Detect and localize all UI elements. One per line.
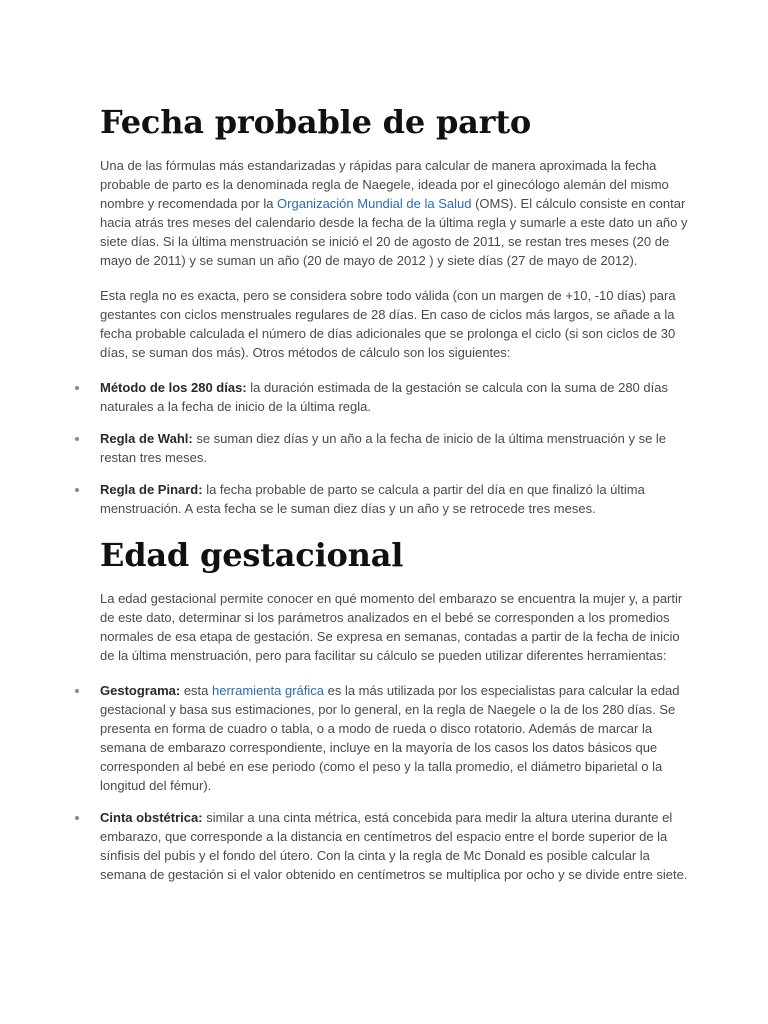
bullet-icon — [75, 689, 79, 693]
paragraph-edad-gestacional: La edad gestacional permite conocer en qué momento del embarazo se encuentra la mujer y, a partir de este dato, determinar si los parámetros analizados en el bebé se corresponden a los promedios normales de esa etapa de gestación. Se expresa en semanas, contadas a partir de la fecha de inicio de la última menstruación, pero para facilitar su cálculo se pueden utilizar diferentes herramientas: — [100, 591, 683, 663]
section-title-edad-gestacional: Edad gestacional — [100, 536, 404, 574]
link-herramienta-grafica[interactable]: herramienta gráfica — [212, 683, 324, 698]
methods-list — [100, 378, 696, 518]
list-item-term: Método de los 280 días: — [100, 380, 247, 395]
list-item-gestograma — [100, 681, 696, 795]
list-item-term: Regla de Pinard: — [100, 482, 203, 497]
list-item-text: es la más utilizada por los especialistas para calcular la edad gestacional y basa sus estimaciones, por lo general, en la regla de Naegele o la de los 280 días. Se presenta en forma de cuadro o tabla, o a modo de rueda o disco rotatorio. Además de marcar la semana de embarazo correspondiente, incluye en la mayoría de los casos los datos básicos que corresponden al bebé en ese periodo (como el peso y la talla promedio, el diámetro biparietal o la longitud del fémur). — [100, 683, 680, 793]
bullet-icon — [75, 437, 79, 441]
list-item-metodo-280 — [100, 378, 696, 416]
paragraph-text: (OMS). El cálculo consiste en contar hacia atrás tres meses del calendario desde la fecha de la última regla y sumarle a este dato un año y siete días. Si la última menstruación se inició el 20 de agosto de 2011, se restan tres meses (20 de mayo de 2011) y se suman un año (20 de mayo de 2012 ) y siete días (27 de mayo de 2012). — [100, 196, 688, 268]
bullet-icon — [75, 816, 79, 820]
list-item-regla-pinard — [100, 480, 696, 518]
paragraph-regla-exacta: Esta regla no es exacta, pero se considera sobre todo válida (con un margen de +10, -10 días) para gestantes con ciclos menstruales regulares de 28 días. En caso de ciclos más largos, se añade a la fecha probable calculada el número de días adicionales que se prolonga el ciclo (si son ciclos de 30 días, se suman dos más). Otros métodos de cálculo son los siguientes: — [100, 288, 676, 360]
link-oms[interactable]: Organización Mundial de la Salud — [277, 196, 472, 211]
list-item-text: la fecha probable de parto se calcula a partir del día en que finalizó la última menstruación. A esta fecha se le suman diez días y un año y se retrocede tres meses. — [100, 482, 645, 516]
list-item-text: la duración estimada de la gestación se calcula con la suma de 280 días naturales a la fecha de inicio de la última regla. — [100, 380, 668, 414]
paragraph-text: Una de las fórmulas más estandarizadas y rápidas para calcular de manera aproximada la fecha probable de parto es la denominada regla de Naegele, ideada por el ginecólogo alemán del mismo nombre y recomendada por la — [100, 158, 669, 211]
document-content — [100, 98, 696, 897]
list-item-regla-wahl — [100, 429, 696, 467]
list-item-term: Gestograma: — [100, 683, 181, 698]
list-item-term: Cinta obstétrica: — [100, 810, 203, 825]
list-item-term: Regla de Wahl: — [100, 431, 193, 446]
tools-list — [100, 681, 696, 884]
list-item-cinta-obstetrica — [100, 808, 696, 884]
section-title-fecha-probable: Fecha probable de parto — [100, 103, 532, 141]
bullet-icon — [75, 386, 79, 390]
list-item-text: esta — [180, 683, 212, 698]
list-item-text: se suman diez días y un año a la fecha de inicio de la última menstruación y se le restan tres meses. — [100, 431, 667, 465]
bullet-icon — [75, 488, 79, 492]
list-item-text: similar a una cinta métrica, está concebida para medir la altura uterina durante el embarazo, que corresponde a la distancia en centímetros del espacio entre el borde superior de la sínfisis del pubis y el fondo del útero. Con la cinta y la regla de Mc Donald es posible calcular la semana de gestación si el valor obtenido en centímetros se multiplica por ocho y se divide entre siete. — [100, 810, 688, 882]
paragraph-naegele — [100, 156, 696, 270]
